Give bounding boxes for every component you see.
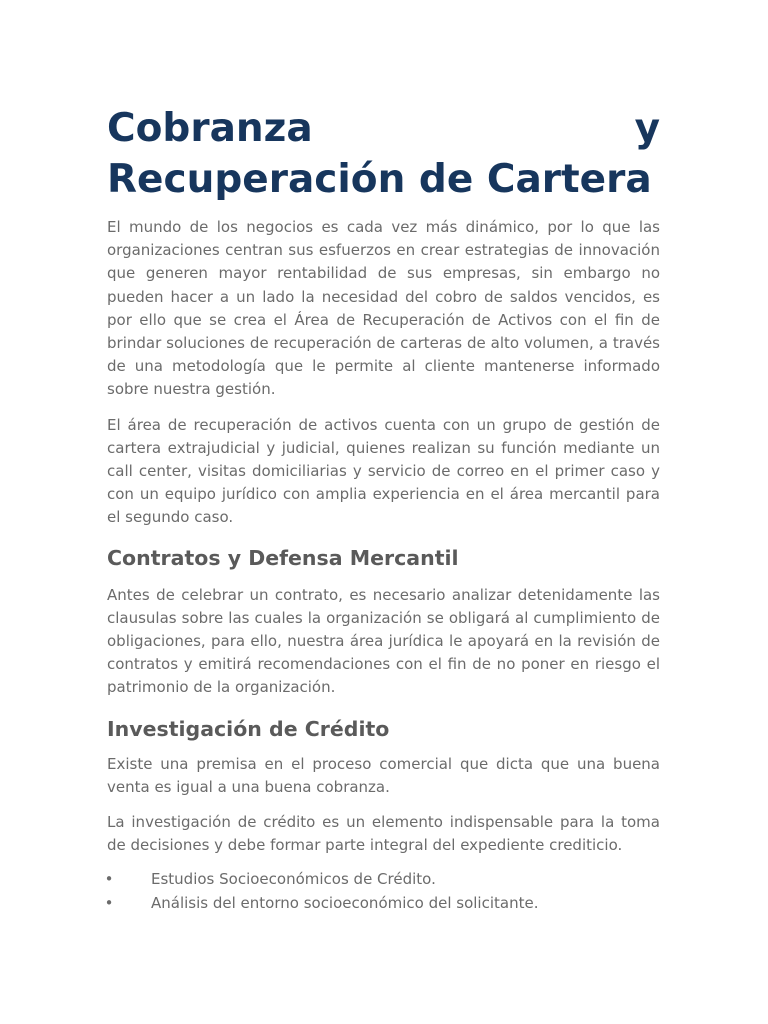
section-paragraph: La investigación de crédito es un elemento indispensable para la toma de decisiones y debe formar parte integral del expediente crediticio. [107,813,660,855]
intro-paragraph: El área de recuperación de activos cuenta con un grupo de gestión de cartera extrajudicial y judicial, quienes realizan su función mediante un call center, visitas domiciliarias y servicio de correo en el primer caso y con un equipo jurídico con amplia experiencia en el área mercantil para el segundo caso. [107,415,660,527]
list-item-text: Análisis del entorno socioeconómico del solicitante. [151,894,539,913]
document-page [104,103,660,915]
bullet-icon: • [104,894,114,913]
bullet-list [104,867,660,915]
section-heading-investigacion: Investigación de Crédito [107,716,390,741]
section-heading-contratos: Contratos y Defensa Mercantil [107,545,459,570]
section-paragraph: Existe una premisa en el proceso comercial que dicta que una buena venta es igual a una buena cobranza. [107,754,660,796]
list-item [104,891,660,915]
section-paragraph: Antes de celebrar un contrato, es necesario analizar detenidamente las clausulas sobre las cuales la organización se obligará al cumplimiento de obligaciones, para ello, nuestra área jurídica le apoyará en la revisión de contratos y emitirá recomendaciones con el fin de no poner en riesgo el patrimonio de la organización. [107,585,660,697]
list-item [104,867,660,891]
intro-paragraph: El mundo de los negocios es cada vez más dinámico, por lo que las organizaciones centran sus esfuerzos en crear estrategias de innovación que generen mayor rentabilidad de sus empresas, sin embargo no pueden hacer a un lado la necesidad del cobro de saldos vencidos, es por ello que se crea el Área de Recuperación de Activos con el fin de brindar soluciones de recuperación de carteras de alto volumen, a través de una metodología que le permite al cliente mantenerse informado sobre nuestra gestión. [107,218,660,399]
list-item-text: Estudios Socioeconómicos de Crédito. [151,870,436,889]
page-title: Cobranza y Recuperación de Cartera [107,106,660,202]
bullet-icon: • [104,870,114,889]
